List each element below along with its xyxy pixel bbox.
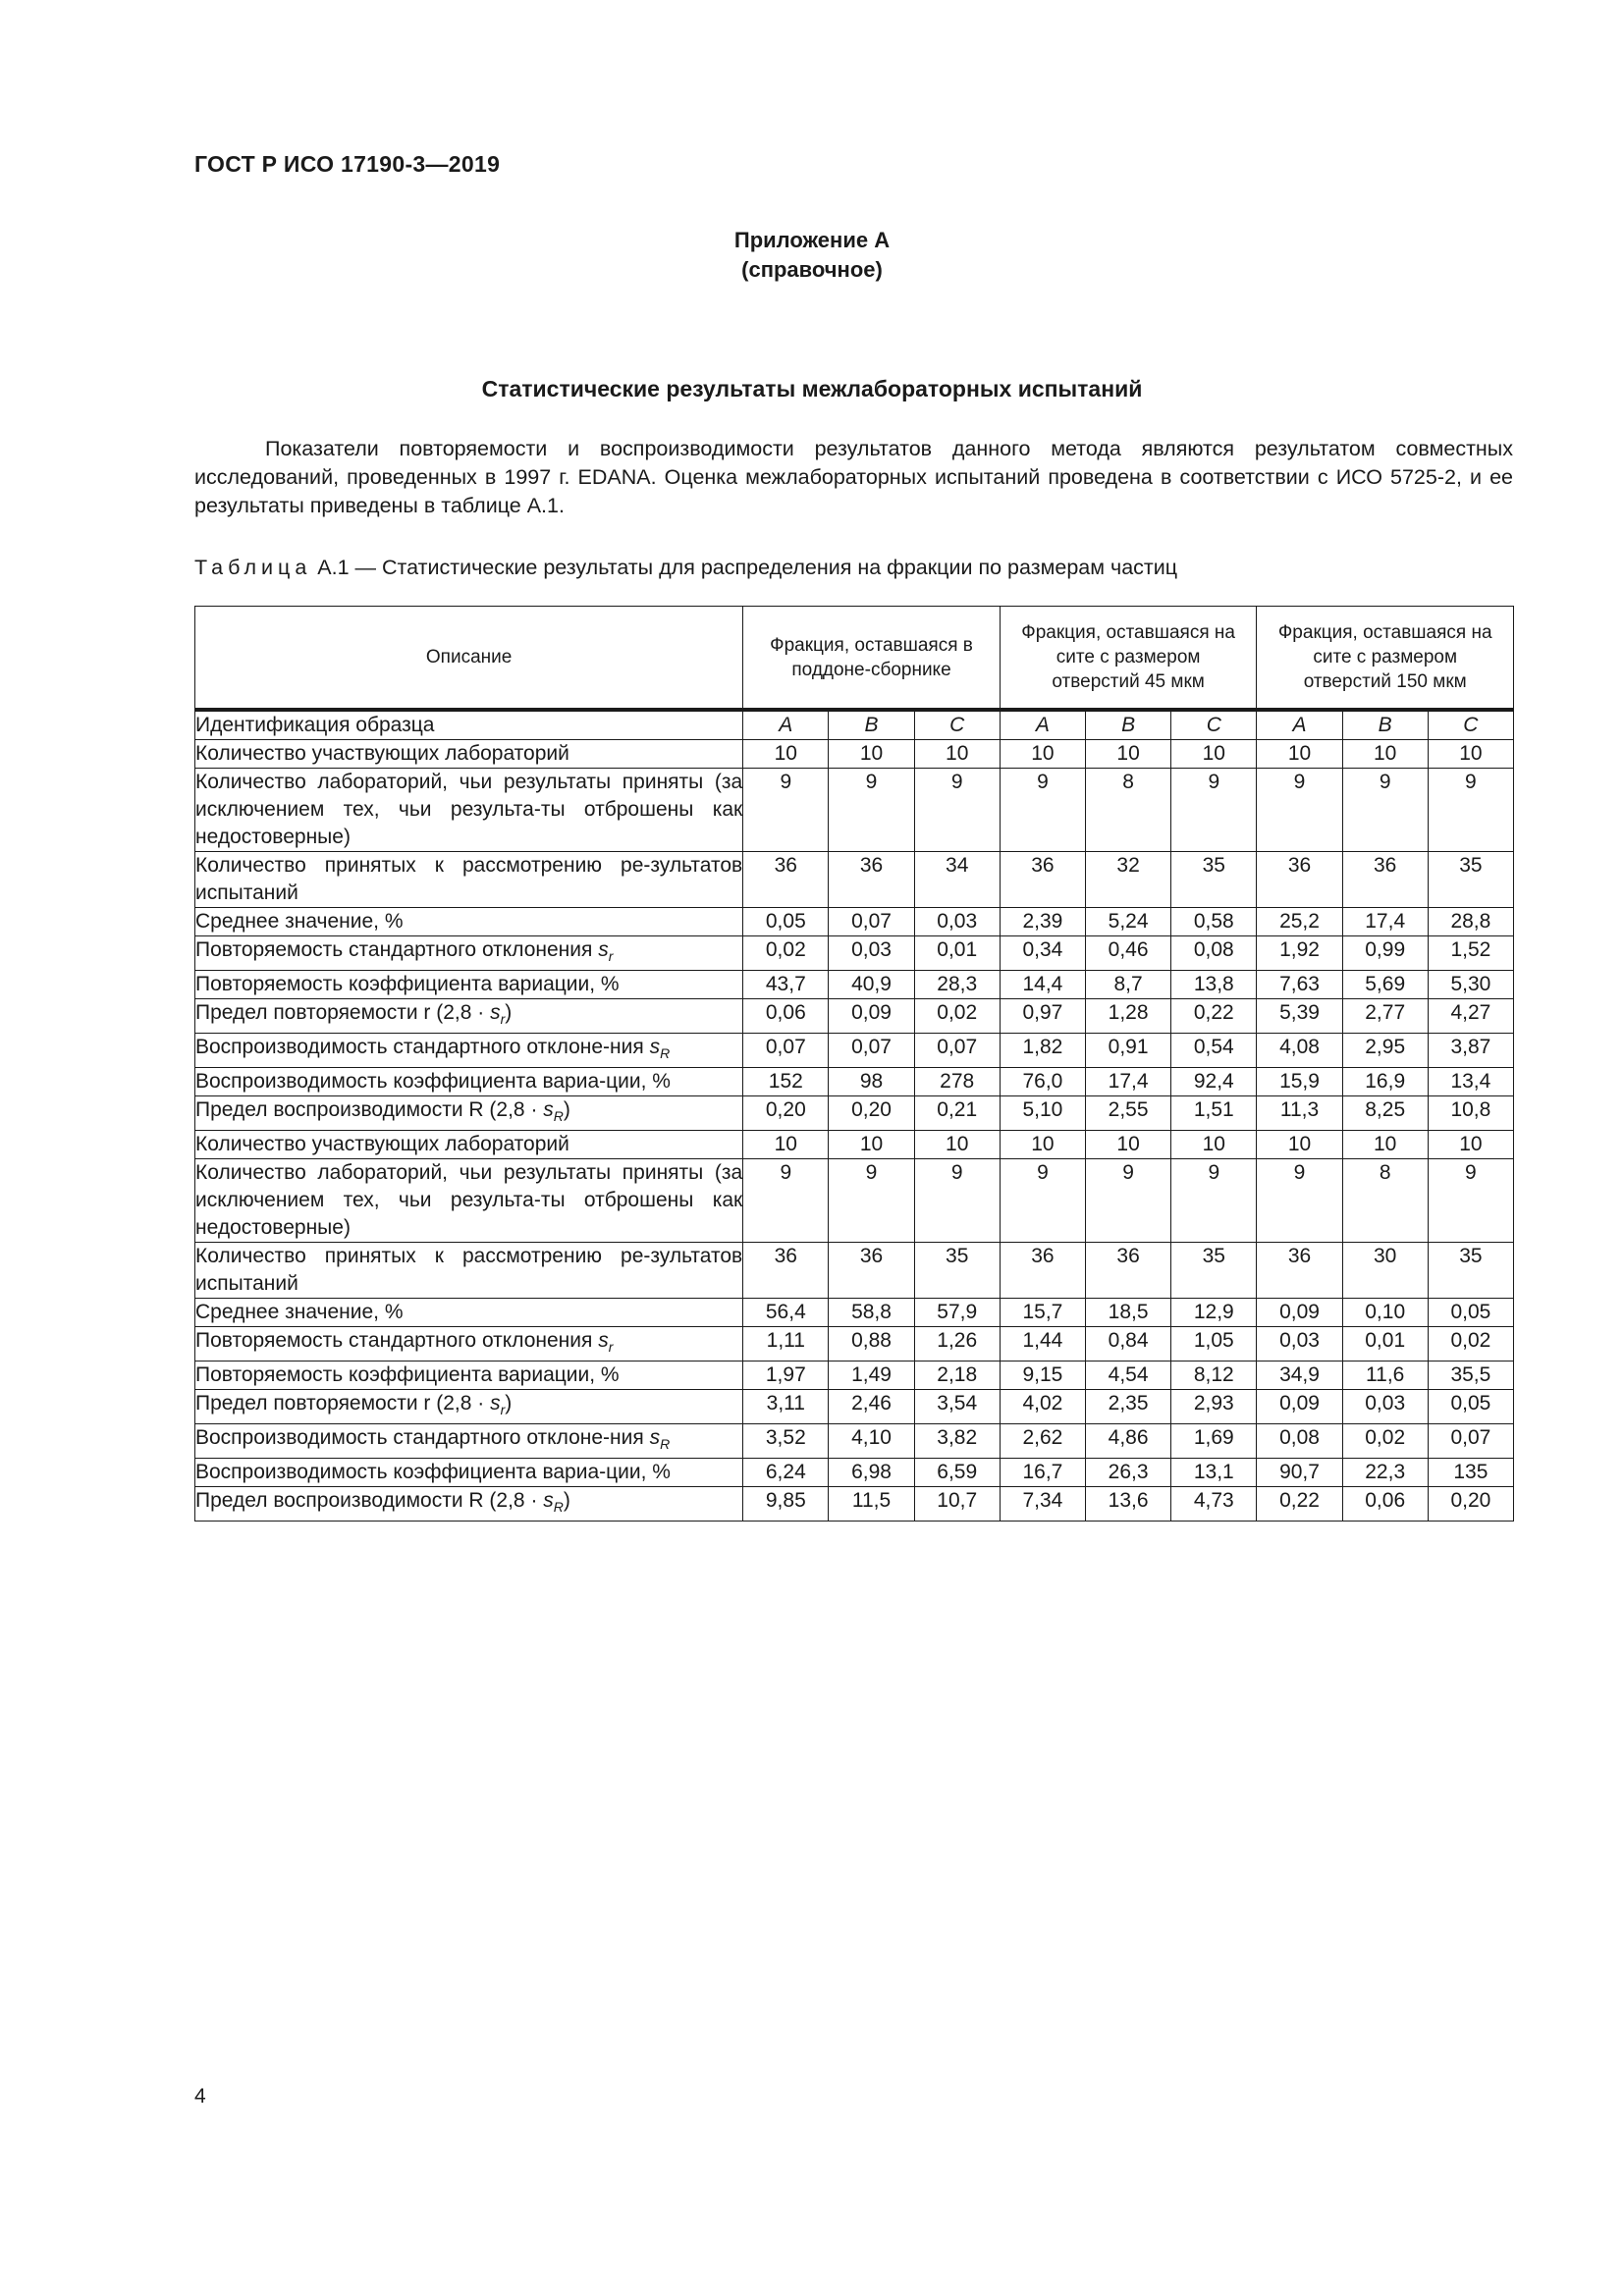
row-description — [195, 999, 743, 1034]
table-row — [195, 1487, 1514, 1522]
table-cell: 0,02 — [1342, 1424, 1428, 1459]
row-label: Предел повторяемости r (2,8 · — [195, 1392, 491, 1415]
table-cell: 10 — [1000, 740, 1085, 769]
table-cell: 2,55 — [1086, 1096, 1171, 1131]
table-cell: 25,2 — [1257, 908, 1342, 936]
table-cell: 0,06 — [743, 999, 829, 1034]
table-cell: 36 — [1342, 852, 1428, 908]
table-cell: 0,02 — [743, 936, 829, 971]
table-cell: 135 — [1428, 1459, 1513, 1487]
table-row — [195, 1459, 1514, 1487]
row-label: Количество лабораторий, чьи результаты приняты (за исключением тех, чьи результа-ты отброшены как недостоверные) — [195, 1161, 743, 1239]
row-description — [195, 1299, 743, 1327]
table-cell: B — [1342, 710, 1428, 740]
document-code: ГОСТ Р ИСО 17190-3—2019 — [194, 151, 501, 177]
table-cell: 98 — [829, 1068, 914, 1096]
table-row — [195, 999, 1514, 1034]
table-cell: 12,9 — [1171, 1299, 1257, 1327]
table-cell: 2,18 — [914, 1362, 1000, 1390]
table-cell: 9 — [743, 769, 829, 852]
row-description — [195, 1034, 743, 1068]
table-cell: 5,24 — [1086, 908, 1171, 936]
header-group-45um: Фракция, оставшаяся на сите с размером отверстий 45 мкм — [1000, 607, 1257, 711]
table-cell: 2,93 — [1171, 1390, 1257, 1424]
table-cell: 9 — [914, 769, 1000, 852]
table-cell: 10 — [1171, 1131, 1257, 1159]
row-description — [195, 852, 743, 908]
table-cell: 11,3 — [1257, 1096, 1342, 1131]
table-cell: 10 — [829, 740, 914, 769]
table-row — [195, 1068, 1514, 1096]
table-cell: 90,7 — [1257, 1459, 1342, 1487]
row-description — [195, 740, 743, 769]
symbol-subscript: r — [608, 948, 614, 964]
table-cell: 36 — [743, 1243, 829, 1299]
row-label: Повторяемость коэффициента вариации, % — [195, 973, 620, 995]
table-cell: 35,5 — [1428, 1362, 1513, 1390]
table-cell: 36 — [1257, 852, 1342, 908]
table-cell: 36 — [1000, 852, 1085, 908]
table-cell: 3,11 — [743, 1390, 829, 1424]
row-description — [195, 936, 743, 971]
symbol-subscript: r — [500, 1402, 506, 1417]
table-cell: 0,99 — [1342, 936, 1428, 971]
row-label: Среднее значение, % — [195, 910, 404, 933]
table-cell: 36 — [1000, 1243, 1085, 1299]
symbol-s: s — [598, 1329, 609, 1352]
annex-subtitle: (справочное) — [741, 257, 883, 282]
table-cell: 1,05 — [1171, 1327, 1257, 1362]
table-cell: 13,4 — [1428, 1068, 1513, 1096]
table-cell: 3,54 — [914, 1390, 1000, 1424]
table-cell: 10 — [914, 740, 1000, 769]
table-cell: 10 — [1428, 740, 1513, 769]
table-cell: 4,08 — [1257, 1034, 1342, 1068]
row-label-tail: ) — [563, 1098, 570, 1121]
table-cell: 4,86 — [1086, 1424, 1171, 1459]
table-row — [195, 1096, 1514, 1131]
table-caption — [194, 556, 1513, 580]
table-cell: 10 — [1342, 1131, 1428, 1159]
table-cell: 8,7 — [1086, 971, 1171, 999]
table-cell: 15,7 — [1000, 1299, 1085, 1327]
table-cell: 11,6 — [1342, 1362, 1428, 1390]
intro-paragraph: Показатели повторяемости и воспроизводимости результатов данного метода являются результатом совместных исследований, проведенных в 1997 г. EDANA. Оценка межлабораторных испытаний проведена в соответствии с ИСО 5725-2, и ее результаты приведены в таблице А.1. — [194, 437, 1513, 517]
row-description — [195, 1362, 743, 1390]
row-description — [195, 1096, 743, 1131]
row-label: Количество принятых к рассмотрению ре-зультатов испытаний — [195, 854, 743, 904]
table-cell: 7,63 — [1257, 971, 1342, 999]
table-cell: 0,84 — [1086, 1327, 1171, 1362]
table-cell: 0,97 — [1000, 999, 1085, 1034]
table-cell: 5,69 — [1342, 971, 1428, 999]
row-label-tail: ) — [505, 1392, 513, 1415]
table-cell: 10 — [743, 740, 829, 769]
table-cell: 10 — [1342, 740, 1428, 769]
table-row — [195, 1299, 1514, 1327]
table-row — [195, 1131, 1514, 1159]
table-cell: 0,01 — [914, 936, 1000, 971]
table-cell: 3,82 — [914, 1424, 1000, 1459]
table-cell: 16,9 — [1342, 1068, 1428, 1096]
table-cell: 5,10 — [1000, 1096, 1085, 1131]
table-cell: 0,09 — [1257, 1390, 1342, 1424]
symbol-s: s — [543, 1098, 554, 1121]
table-cell: 5,30 — [1428, 971, 1513, 999]
table-row — [195, 1327, 1514, 1362]
table-cell: 30 — [1342, 1243, 1428, 1299]
table-cell: 0,05 — [1428, 1299, 1513, 1327]
table-cell: 10 — [914, 1131, 1000, 1159]
table-cell: 0,07 — [829, 1034, 914, 1068]
table-cell: 0,46 — [1086, 936, 1171, 971]
row-label-tail: ) — [505, 1001, 513, 1024]
table-row — [195, 1243, 1514, 1299]
table-cell: 35 — [1428, 1243, 1513, 1299]
row-description — [195, 769, 743, 852]
table-cell: 1,49 — [829, 1362, 914, 1390]
table-cell: A — [743, 710, 829, 740]
table-cell: 10 — [1000, 1131, 1085, 1159]
table-cell: 9,85 — [743, 1487, 829, 1522]
row-description — [195, 908, 743, 936]
row-description — [195, 1243, 743, 1299]
table-cell: A — [1000, 710, 1085, 740]
table-cell: 0,34 — [1000, 936, 1085, 971]
row-description — [195, 1424, 743, 1459]
table-cell: 57,9 — [914, 1299, 1000, 1327]
table-cell: 1,69 — [1171, 1424, 1257, 1459]
row-label: Воспроизводимость стандартного отклоне-ния — [195, 1426, 650, 1449]
table-cell: 17,4 — [1086, 1068, 1171, 1096]
table-cell: 3,52 — [743, 1424, 829, 1459]
table-cell: 0,06 — [1342, 1487, 1428, 1522]
table-cell: 9 — [1428, 769, 1513, 852]
table-cell: 9 — [1000, 769, 1085, 852]
table-cell: 0,01 — [1342, 1327, 1428, 1362]
table-cell: 36 — [829, 1243, 914, 1299]
table-cell: 13,1 — [1171, 1459, 1257, 1487]
table-cell: 4,73 — [1171, 1487, 1257, 1522]
table-cell: 9 — [1342, 769, 1428, 852]
table-cell: 2,95 — [1342, 1034, 1428, 1068]
row-description — [195, 1487, 743, 1522]
row-label: Количество лабораторий, чьи результаты приняты (за исключением тех, чьи результа-ты отброшены как недостоверные) — [195, 771, 743, 848]
table-cell: 1,51 — [1171, 1096, 1257, 1131]
table-cell: 0,09 — [829, 999, 914, 1034]
row-label: Идентификация образца — [195, 714, 435, 736]
table-row — [195, 936, 1514, 971]
table-row — [195, 908, 1514, 936]
table-cell: 9 — [829, 769, 914, 852]
table-row — [195, 852, 1514, 908]
table-cell: 0,22 — [1171, 999, 1257, 1034]
table-cell: 40,9 — [829, 971, 914, 999]
table-cell: 0,08 — [1257, 1424, 1342, 1459]
table-row — [195, 710, 1514, 740]
table-cell: 0,20 — [743, 1096, 829, 1131]
row-description — [195, 710, 743, 740]
row-label-tail: ) — [563, 1489, 570, 1512]
row-description — [195, 1390, 743, 1424]
table-cell: 1,44 — [1000, 1327, 1085, 1362]
table-cell: C — [914, 710, 1000, 740]
table-row — [195, 1362, 1514, 1390]
table-cell: A — [1257, 710, 1342, 740]
table-cell: 2,62 — [1000, 1424, 1085, 1459]
table-cell: 17,4 — [1342, 908, 1428, 936]
table-cell: 6,98 — [829, 1459, 914, 1487]
table-cell: 9 — [1171, 1159, 1257, 1243]
table-cell: 10 — [1257, 740, 1342, 769]
table-cell: 0,22 — [1257, 1487, 1342, 1522]
symbol-subscript: R — [660, 1045, 671, 1061]
table-cell: 0,07 — [829, 908, 914, 936]
table-cell: 10 — [743, 1131, 829, 1159]
row-description — [195, 1068, 743, 1096]
table-cell: 58,8 — [829, 1299, 914, 1327]
table-cell: 15,9 — [1257, 1068, 1342, 1096]
table-cell: 278 — [914, 1068, 1000, 1096]
table-cell: 9 — [1257, 769, 1342, 852]
row-label: Предел воспроизводимости R (2,8 · — [195, 1489, 544, 1512]
table-cell: 10 — [829, 1131, 914, 1159]
table-caption-text: — Статистические результаты для распределения на фракции по размерам частиц — [349, 556, 1178, 579]
table-cell: 3,87 — [1428, 1034, 1513, 1068]
table-cell: 6,24 — [743, 1459, 829, 1487]
table-cell: 0,08 — [1171, 936, 1257, 971]
row-label: Повторяемость стандартного отклонения — [195, 1329, 599, 1352]
table-cell: 36 — [1257, 1243, 1342, 1299]
table-cell: 6,59 — [914, 1459, 1000, 1487]
table-cell: 0,07 — [1428, 1424, 1513, 1459]
table-cell: 35 — [914, 1243, 1000, 1299]
symbol-s: s — [649, 1036, 661, 1058]
row-description — [195, 1131, 743, 1159]
table-cell: 9 — [1086, 1159, 1171, 1243]
table-row — [195, 769, 1514, 852]
table-body — [195, 710, 1514, 1522]
table-cell: 11,5 — [829, 1487, 914, 1522]
table-cell: 36 — [829, 852, 914, 908]
table-cell: 92,4 — [1171, 1068, 1257, 1096]
table-cell: 0,03 — [1257, 1327, 1342, 1362]
table-cell: B — [1086, 710, 1171, 740]
row-label: Воспроизводимость коэффициента вариа-ции, % — [195, 1070, 671, 1093]
symbol-subscript: r — [500, 1011, 506, 1027]
table-cell: 9 — [1428, 1159, 1513, 1243]
table-caption-number: А.1 — [311, 556, 350, 579]
symbol-s: s — [490, 1001, 501, 1024]
page-number: 4 — [194, 2085, 206, 2108]
row-label: Предел повторяемости r (2,8 · — [195, 1001, 491, 1024]
table-cell: 10,7 — [914, 1487, 1000, 1522]
table-cell: 9,15 — [1000, 1362, 1085, 1390]
row-label: Воспроизводимость стандартного отклоне-ния — [195, 1036, 650, 1058]
symbol-subscript: r — [608, 1339, 614, 1355]
table-cell: 4,02 — [1000, 1390, 1085, 1424]
table-cell: 9 — [914, 1159, 1000, 1243]
table-cell: 0,03 — [1342, 1390, 1428, 1424]
table-cell: 0,02 — [914, 999, 1000, 1034]
row-description — [195, 971, 743, 999]
table-row — [195, 1424, 1514, 1459]
table-cell: 4,27 — [1428, 999, 1513, 1034]
header-group-tray: Фракция, оставшаяся в поддоне-сборнике — [743, 607, 1001, 711]
table-cell: 0,03 — [914, 908, 1000, 936]
table-cell: 26,3 — [1086, 1459, 1171, 1487]
table-cell: 0,02 — [1428, 1327, 1513, 1362]
row-label: Воспроизводимость коэффициента вариа-ции, % — [195, 1461, 671, 1483]
table-cell: 10 — [1428, 1131, 1513, 1159]
table-cell: 22,3 — [1342, 1459, 1428, 1487]
row-label: Количество участвующих лабораторий — [195, 1133, 569, 1155]
table-cell: 0,58 — [1171, 908, 1257, 936]
table-caption-label: Таблица — [194, 556, 312, 579]
row-label: Повторяемость коэффициента вариации, % — [195, 1363, 620, 1386]
table-cell: 16,7 — [1000, 1459, 1085, 1487]
table-cell: 1,97 — [743, 1362, 829, 1390]
table-cell: 8,12 — [1171, 1362, 1257, 1390]
table-cell: 10,8 — [1428, 1096, 1513, 1131]
table-cell: 35 — [1428, 852, 1513, 908]
row-label: Предел воспроизводимости R (2,8 · — [195, 1098, 544, 1121]
table-cell: 1,52 — [1428, 936, 1513, 971]
table-cell: B — [829, 710, 914, 740]
table-cell: 0,09 — [1257, 1299, 1342, 1327]
annex-title: Приложение А — [733, 228, 891, 252]
table-cell: 0,07 — [743, 1034, 829, 1068]
table-cell: 2,46 — [829, 1390, 914, 1424]
symbol-subscript: R — [553, 1108, 564, 1124]
table-cell: 36 — [1086, 1243, 1171, 1299]
table-cell: 34,9 — [1257, 1362, 1342, 1390]
row-description — [195, 1327, 743, 1362]
table-cell: 8 — [1342, 1159, 1428, 1243]
symbol-subscript: R — [660, 1436, 671, 1452]
table-cell: 34 — [914, 852, 1000, 908]
table-cell: 0,05 — [1428, 1390, 1513, 1424]
table-cell: 0,07 — [914, 1034, 1000, 1068]
table-cell: 9 — [1257, 1159, 1342, 1243]
table-cell: 1,26 — [914, 1327, 1000, 1362]
symbol-s: s — [490, 1392, 501, 1415]
table-cell: 0,03 — [829, 936, 914, 971]
table-cell: 0,10 — [1342, 1299, 1428, 1327]
table-cell: 2,39 — [1000, 908, 1085, 936]
table-cell: 28,8 — [1428, 908, 1513, 936]
table-cell: 2,35 — [1086, 1390, 1171, 1424]
table-cell: 0,05 — [743, 908, 829, 936]
symbol-s: s — [598, 938, 609, 961]
symbol-subscript: R — [553, 1499, 564, 1515]
table-row — [195, 740, 1514, 769]
table-cell: 8 — [1086, 769, 1171, 852]
results-table — [194, 606, 1514, 1522]
row-label: Среднее значение, % — [195, 1301, 404, 1323]
table-cell: 9 — [829, 1159, 914, 1243]
table-cell: 9 — [743, 1159, 829, 1243]
symbol-s: s — [649, 1426, 661, 1449]
table-cell: 35 — [1171, 852, 1257, 908]
annex-heading — [0, 226, 1624, 285]
table-cell: 152 — [743, 1068, 829, 1096]
table-cell: 1,82 — [1000, 1034, 1085, 1068]
table-cell: 32 — [1086, 852, 1171, 908]
symbol-s: s — [543, 1489, 554, 1512]
table-cell: 14,4 — [1000, 971, 1085, 999]
table-cell: 13,8 — [1171, 971, 1257, 999]
table-cell: 7,34 — [1000, 1487, 1085, 1522]
table-cell: 10 — [1086, 1131, 1171, 1159]
table-row — [195, 971, 1514, 999]
table-cell: 10 — [1086, 740, 1171, 769]
table-cell: C — [1428, 710, 1513, 740]
table-cell: 2,77 — [1342, 999, 1428, 1034]
table-cell: 0,54 — [1171, 1034, 1257, 1068]
table-cell: 4,10 — [829, 1424, 914, 1459]
table-cell: 43,7 — [743, 971, 829, 999]
table-row — [195, 1159, 1514, 1243]
row-label: Повторяемость стандартного отклонения — [195, 938, 599, 961]
table-cell: 28,3 — [914, 971, 1000, 999]
table-cell: 5,39 — [1257, 999, 1342, 1034]
table-cell: 1,11 — [743, 1327, 829, 1362]
table-cell: 9 — [1171, 769, 1257, 852]
table-cell: 0,20 — [1428, 1487, 1513, 1522]
table-cell: 0,21 — [914, 1096, 1000, 1131]
table-cell: C — [1171, 710, 1257, 740]
table-cell: 13,6 — [1086, 1487, 1171, 1522]
table-cell: 36 — [743, 852, 829, 908]
table-cell: 35 — [1171, 1243, 1257, 1299]
header-description: Описание — [195, 607, 743, 711]
section-title: Статистические результаты межлабораторных испытаний — [481, 376, 1143, 401]
table-header-row — [195, 607, 1514, 711]
table-cell: 4,54 — [1086, 1362, 1171, 1390]
row-label: Количество принятых к рассмотрению ре-зультатов испытаний — [195, 1245, 743, 1295]
row-description — [195, 1459, 743, 1487]
table-cell: 10 — [1171, 740, 1257, 769]
table-cell: 1,92 — [1257, 936, 1342, 971]
row-label: Количество участвующих лабораторий — [195, 742, 569, 765]
table-cell: 1,28 — [1086, 999, 1171, 1034]
row-description — [195, 1159, 743, 1243]
table-cell: 0,88 — [829, 1327, 914, 1362]
table-cell: 76,0 — [1000, 1068, 1085, 1096]
table-cell: 56,4 — [743, 1299, 829, 1327]
table-cell: 0,91 — [1086, 1034, 1171, 1068]
table-cell: 0,20 — [829, 1096, 914, 1131]
table-cell: 10 — [1257, 1131, 1342, 1159]
header-group-150um: Фракция, оставшаяся на сите с размером отверстий 150 мкм — [1257, 607, 1514, 711]
table-cell: 9 — [1000, 1159, 1085, 1243]
table-row — [195, 1034, 1514, 1068]
table-row — [195, 1390, 1514, 1424]
table-cell: 8,25 — [1342, 1096, 1428, 1131]
table-cell: 18,5 — [1086, 1299, 1171, 1327]
